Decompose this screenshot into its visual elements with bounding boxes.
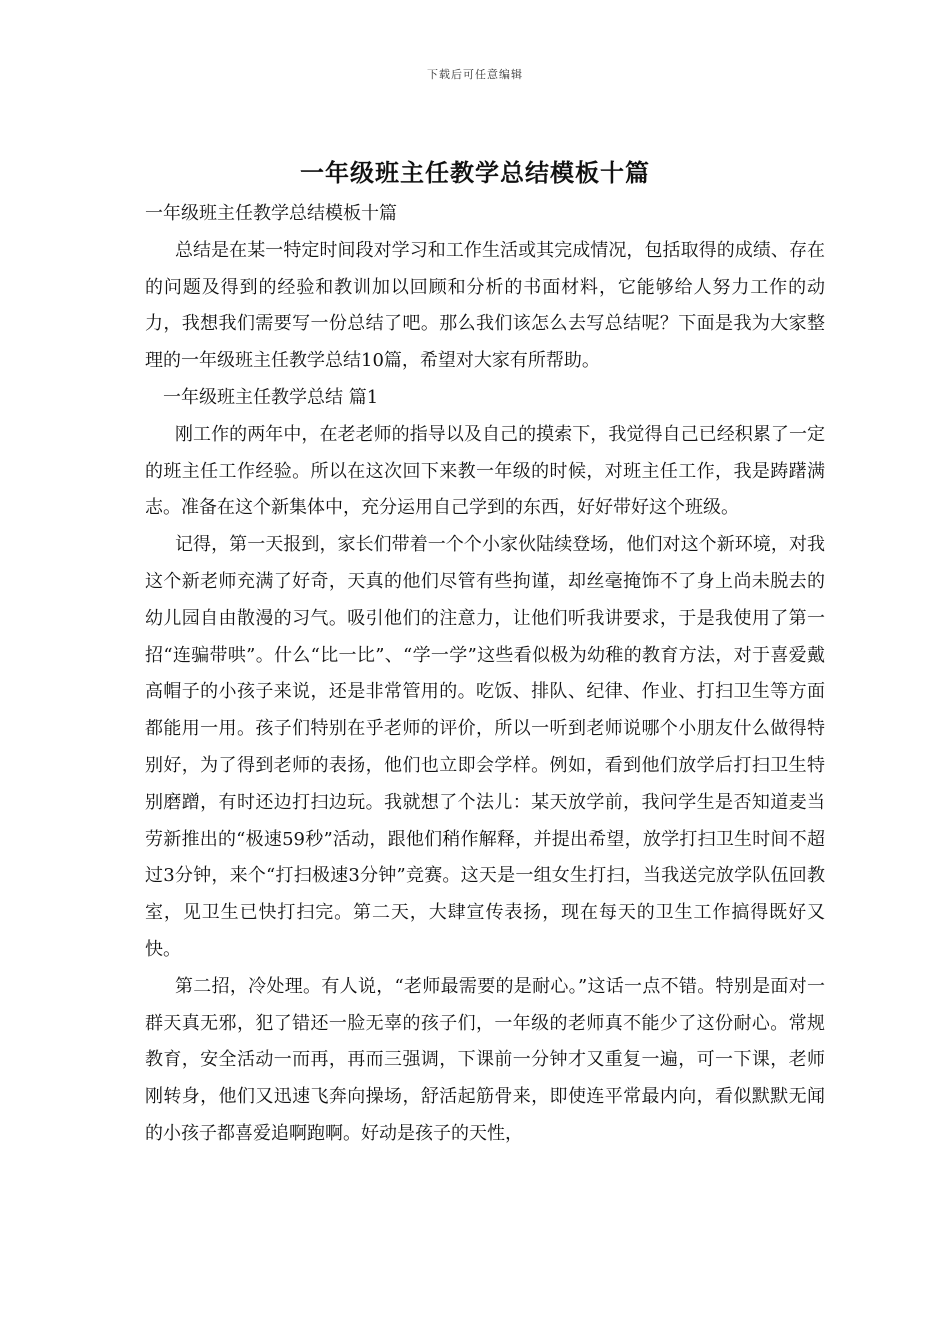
body-paragraph: 记得，第一天报到，家长们带着一个个小家伙陆续登场，他们对这个新环境，对我这个新老师充满了好奇，天真的他们尽管有些拘谨，却丝毫掩饰不了身上尚未脱去的幼儿园自由散漫的习气。吸引他们的注意力，让他们听我讲要求，于是我使用了第一招“连骗带哄”。什么“比一比”、“学一学”这些看似极为幼稚的教育方法，对于喜爱戴高帽子的小孩子来说，还是非常管用的。吃饭、排队、纪律、作业、打扫卫生等方面都能用一用。孩子们特别在乎老师的评价，所以一听到老师说哪个小朋友什么做得特别好，为了得到老师的表扬，他们也立即会学样。例如，看到他们放学后打扫卫生特别磨蹭，有时还边打扫边玩。我就想了个法儿：某天放学前，我问学生是否知道麦当劳新推出的“极速59秒”活动，跟他们稍作解释，并提出希望，放学打扫卫生时间不超过3分钟，来个“打扫极速3分钟”竞赛。这天是一组女生打扫，当我送完放学队伍回教室，见卫生已快打扫完。第二天，大肆宣传表扬，现在每天的卫生工作搞得既好又快。	[145, 534, 825, 960]
document-title: 一年级班主任教学总结模板十篇	[300, 158, 650, 187]
body-paragraph: 刚工作的两年中，在老老师的指导以及自己的摸索下，我觉得自己已经积累了一定的班主任工作经验。所以在这次回下来教一年级的时候，对班主任工作，我是踌躇满志。准备在这个新集体中，充分运用自己学到的东西，好好带好这个班级。	[145, 423, 825, 519]
header-note: 下载后可任意编辑	[427, 68, 523, 81]
document-body	[145, 196, 825, 1153]
body-paragraph: 第二招，冷处理。有人说，“老师最需要的是耐心。”这话一点不错。特别是面对一群天真无邪，犯了错还一脸无辜的孩子们，一年级的老师真不能少了这份耐心。常规教育，安全活动一而再，再而三强调，下课前一分钟才又重复一遍，可一下课，老师刚转身，他们又迅速飞奔向操场，舒活起筋骨来，即使连平常最内向，看似默默无闻的小孩子都喜爱追啊跑啊。好动是孩子的天性，	[145, 975, 825, 1144]
intro-paragraph: 总结是在某一特定时间段对学习和工作生活或其完成情况，包括取得的成绩、存在的问题及得到的经验和教训加以回顾和分析的书面材料，它能够给人努力工作的动力，我想我们需要写一份总结了吧。那么我们该怎么去写总结呢？下面是我为大家整理的一年级班主任教学总结10篇，希望对大家有所帮助。	[145, 239, 825, 372]
section-heading: 一年级班主任教学总结 篇1	[163, 386, 379, 408]
subtitle: 一年级班主任教学总结模板十篇	[145, 203, 397, 224]
